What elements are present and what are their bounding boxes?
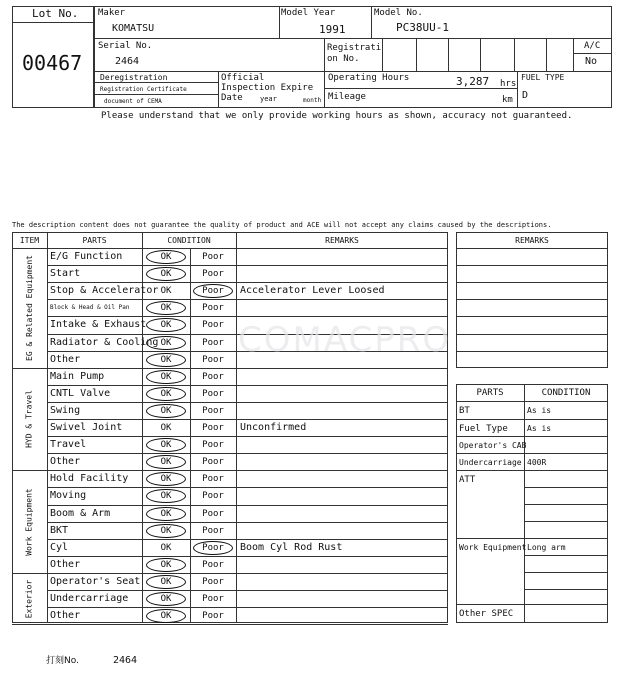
row-divider — [47, 539, 448, 540]
poor-option: Poor — [202, 611, 224, 622]
ok-option: OK — [160, 508, 172, 519]
side-condition-value: Long arm — [527, 543, 566, 552]
side-remarks-header: REMARKS — [515, 236, 549, 245]
side-part-label: ATT — [459, 475, 476, 485]
ok-option: OK — [160, 594, 172, 604]
serial-no-label: Serial No. — [98, 41, 153, 51]
registration-label: Registrati on No. — [327, 43, 382, 64]
row-divider — [12, 573, 448, 574]
ok-option: OK — [160, 423, 172, 433]
side-sub-divider — [524, 521, 608, 522]
ok-selected-circle — [146, 336, 186, 350]
part-label: E/G Function — [50, 251, 123, 262]
ok-option: OK — [160, 405, 172, 416]
row-divider — [47, 299, 448, 300]
col-item-header: ITEM — [19, 236, 40, 245]
ok-selected-circle — [146, 609, 186, 623]
side-part-label: Operator's CAB — [459, 441, 527, 450]
poor-option: Poor — [202, 286, 224, 297]
part-label: Operator's Seat — [50, 575, 141, 587]
col-condition-header: CONDITION — [167, 236, 211, 245]
remarks-row-divider — [456, 316, 608, 317]
hrs-label: hrs — [500, 79, 517, 89]
part-label: Main Pump — [50, 370, 105, 382]
ok-option: OK — [160, 269, 172, 280]
poor-option: Poor — [202, 491, 224, 502]
poor-option: Poor — [202, 440, 224, 451]
deregistration-label: Deregistration — [100, 73, 168, 82]
group-label: Work Equipment — [24, 487, 34, 556]
remark-text: Boom Cyl Rod Rust — [240, 541, 343, 553]
remarks-row-divider — [456, 299, 608, 300]
ok-option: OK — [160, 320, 172, 331]
poor-option: Poor — [202, 542, 224, 553]
ok-option: OK — [160, 252, 172, 262]
document-of-cema-label: document of CEMA — [104, 98, 162, 105]
side-parts-divider — [456, 401, 608, 402]
part-label: Intake & Exhaust — [50, 319, 147, 331]
model-no-label: Model No. — [374, 8, 423, 18]
year-label: year — [260, 95, 277, 103]
model-no-value: PC38UU-1 — [396, 21, 449, 34]
stamp-value: 2464 — [113, 655, 138, 666]
row-divider — [47, 590, 448, 591]
inspection-label: Official Inspection Expire Date — [221, 73, 314, 103]
side-part-label: Undercarriage — [459, 458, 522, 467]
ok-option: OK — [160, 474, 172, 485]
row-divider — [47, 402, 448, 403]
ok-option: OK — [160, 286, 172, 297]
side-parts-divider — [456, 538, 608, 539]
part-label: Block & Head & Oil Pan — [50, 304, 130, 312]
side-sub-divider — [524, 572, 608, 573]
model-year-label: Model Year — [281, 8, 336, 18]
part-label: Other — [50, 353, 81, 365]
side-sub-divider — [524, 487, 608, 488]
part-label: Other — [50, 610, 81, 622]
ok-option: OK — [160, 559, 172, 570]
ok-selected-circle — [146, 353, 186, 367]
remarks-row-divider — [456, 334, 608, 335]
ok-option: OK — [160, 371, 172, 382]
registration-certificate-label: Registration Certificate — [100, 86, 187, 93]
disclaimer-text: The description content does not guarantee the quality of product and ACE will not accept any claims caused by the descriptions. — [12, 221, 552, 229]
side-parts-divider — [456, 419, 608, 420]
ok-selected-circle — [146, 250, 186, 264]
part-label: Travel — [50, 439, 87, 451]
part-label: Swivel Joint — [50, 422, 123, 433]
remarks-row-divider — [456, 282, 608, 283]
ok-option: OK — [160, 303, 172, 314]
side-parts-divider — [456, 436, 608, 437]
poor-option: Poor — [202, 337, 224, 348]
row-divider — [47, 453, 448, 454]
row-divider — [47, 436, 448, 437]
ok-selected-circle — [146, 404, 186, 418]
poor-option: Poor — [202, 405, 224, 416]
poor-option: Poor — [202, 457, 224, 468]
month-label: month — [303, 97, 322, 104]
side-condition-header: CONDITION — [541, 388, 591, 398]
km-label: km — [502, 95, 513, 105]
poor-selected-circle — [193, 541, 233, 555]
row-divider — [47, 419, 448, 420]
poor-option: Poor — [202, 525, 224, 536]
maker-value: KOMATSU — [112, 23, 155, 34]
ok-option: OK — [160, 354, 172, 365]
poor-option: Poor — [202, 576, 224, 587]
part-label: Hold Facility — [50, 473, 129, 485]
model-year-value: 1991 — [319, 23, 346, 36]
side-sub-divider — [524, 504, 608, 505]
poor-option: Poor — [202, 320, 224, 331]
ok-selected-circle — [146, 575, 186, 589]
ok-option: OK — [160, 388, 172, 399]
watermark: COMACPRO — [238, 320, 452, 360]
group-label: HYD & Travel — [24, 390, 34, 448]
row-divider — [47, 316, 448, 317]
ok-selected-circle — [146, 507, 186, 521]
ok-option: OK — [160, 611, 172, 622]
ok-selected-circle — [146, 267, 186, 281]
ac-label: A/C — [584, 41, 601, 51]
operating-hours-value: 3,287 — [456, 75, 490, 88]
mileage-label: Mileage — [328, 92, 366, 102]
part-label: Undercarriage — [50, 593, 129, 604]
remarks-row-divider — [456, 351, 608, 352]
poor-option: Poor — [202, 388, 224, 399]
side-part-label: Work Equipment — [459, 543, 527, 552]
ok-selected-circle — [146, 370, 186, 384]
notice-text: Please understand that we only provide working hours as shown, accuracy not guaranteed. — [101, 111, 573, 121]
row-divider — [47, 505, 448, 506]
poor-option: Poor — [202, 269, 224, 280]
side-condition-value: As is — [527, 406, 552, 415]
part-label: Other — [50, 558, 81, 570]
part-label: Radiator & Cooling — [50, 336, 159, 348]
ok-option: OK — [160, 576, 172, 587]
side-parts-divider — [456, 470, 608, 471]
operating-hours-label: Operating Hours — [328, 73, 410, 83]
stamp-label: 打刻No. — [46, 656, 79, 666]
side-condition-value: As is — [527, 424, 552, 433]
maker-label: Maker — [98, 8, 126, 18]
row-divider — [47, 282, 448, 283]
group-label: Exterior — [24, 579, 34, 618]
ok-option: OK — [160, 491, 172, 502]
part-label: Moving — [50, 490, 87, 502]
row-divider — [47, 265, 448, 266]
poor-option: Poor — [202, 559, 224, 570]
col-parts-header: PARTS — [82, 236, 107, 245]
poor-option: Poor — [202, 252, 224, 262]
lot-no-value: 00467 — [22, 51, 83, 75]
row-divider — [12, 470, 448, 471]
ok-option: OK — [160, 440, 172, 451]
poor-option: Poor — [202, 508, 224, 519]
ok-selected-circle — [146, 592, 186, 606]
part-label: CNTL Valve — [50, 387, 111, 399]
ok-selected-circle — [146, 438, 186, 452]
side-condition-value: 400R — [527, 458, 547, 467]
group-label: EG & Related Equipment — [24, 254, 34, 361]
poor-option: Poor — [202, 423, 224, 433]
ok-selected-circle — [146, 558, 186, 572]
poor-option: Poor — [202, 594, 224, 604]
side-parts-header: PARTS — [476, 388, 504, 398]
remarks-row-divider — [456, 265, 608, 266]
ok-option: OK — [160, 337, 172, 348]
ok-selected-circle — [146, 524, 186, 538]
col-remarks-header: REMARKS — [325, 236, 359, 245]
part-label: Start — [50, 268, 81, 280]
part-label: BKT — [50, 524, 69, 536]
row-divider — [12, 624, 448, 625]
part-label: Swing — [50, 404, 81, 416]
fuel-type-value: D — [522, 90, 529, 101]
part-label: Stop & Accelerator — [50, 285, 159, 297]
poor-option: Poor — [202, 354, 224, 365]
remark-text: Accelerator Lever Loosed — [240, 285, 385, 297]
ok-option: OK — [160, 457, 172, 468]
row-divider — [47, 522, 448, 523]
side-parts-divider — [456, 453, 608, 454]
side-part-label: BT — [459, 406, 470, 416]
ok-option: OK — [160, 525, 172, 536]
ok-option: OK — [160, 542, 172, 553]
side-part-label: Other SPEC — [459, 609, 514, 619]
poor-option: Poor — [202, 303, 224, 314]
fuel-type-label: FUEL TYPE — [521, 73, 565, 82]
poor-option: Poor — [202, 371, 224, 382]
remark-text: Unconfirmed — [240, 422, 307, 433]
side-parts-divider — [456, 604, 608, 605]
row-divider — [47, 385, 448, 386]
ac-value: No — [585, 56, 598, 67]
part-label: Other — [50, 456, 81, 468]
part-label: Boom & Arm — [50, 507, 111, 519]
serial-no-value: 2464 — [115, 56, 140, 67]
ok-selected-circle — [146, 387, 186, 401]
side-sub-divider — [524, 555, 608, 556]
poor-option: Poor — [202, 474, 224, 485]
row-divider — [47, 487, 448, 488]
lot-no-label: Lot No. — [32, 7, 79, 20]
part-label: Cyl — [50, 541, 69, 553]
side-sub-divider — [524, 589, 608, 590]
row-divider — [47, 607, 448, 608]
side-part-label: Fuel Type — [459, 424, 508, 434]
row-divider — [12, 368, 448, 369]
row-divider — [47, 556, 448, 557]
